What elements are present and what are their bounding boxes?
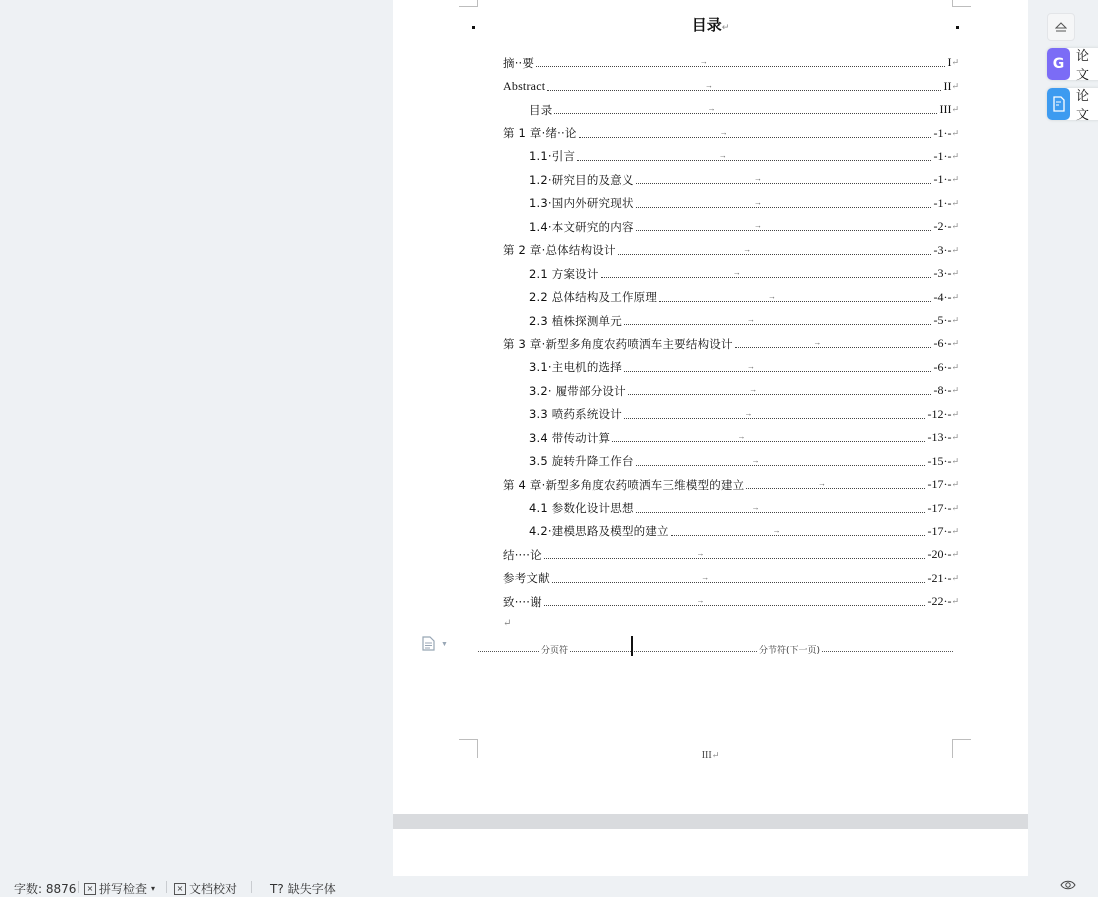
toc-entry[interactable] xyxy=(503,145,959,168)
toc-leader xyxy=(544,549,926,559)
toc-entry[interactable] xyxy=(503,239,959,262)
tab-mark: → xyxy=(699,57,708,67)
toc-leader xyxy=(636,197,932,208)
tab-mark: → xyxy=(753,174,762,184)
toc-leader xyxy=(547,80,941,91)
paragraph-mark: ↵ xyxy=(951,150,959,161)
toc-entry-title: 第 4 章·新型多角度农药喷洒车三维模型的建立 xyxy=(503,477,745,492)
tab-mark: → xyxy=(746,315,755,325)
toc-leader xyxy=(636,174,932,184)
toc-entry-page: -3·- xyxy=(933,242,952,257)
paragraph-mark: ↵ xyxy=(951,385,959,396)
toc-entry-page: -17·- xyxy=(927,477,952,492)
toc-entry[interactable] xyxy=(503,168,959,191)
toc-entry-title: 摘··要 xyxy=(503,55,535,70)
toc-entry-title: 第 1 章·绪··论 xyxy=(503,126,577,141)
tab-mark: → xyxy=(753,197,762,207)
toc-entry[interactable] xyxy=(503,449,959,472)
toc-entry-title: 1.1·引言 xyxy=(529,149,576,164)
section-break-label: 分节符(下一页) xyxy=(757,643,822,656)
paragraph-mark: ↵ xyxy=(951,432,959,443)
tab-mark: → xyxy=(696,596,705,606)
page-gap xyxy=(393,814,1028,829)
doc-proofread-button[interactable]: × 文档校对 xyxy=(174,880,237,897)
toc-leader xyxy=(628,385,932,395)
tab-mark: → xyxy=(701,572,710,582)
toc-entry-page: -1·- xyxy=(933,172,952,187)
toc-leader xyxy=(624,361,932,372)
tab-mark: → xyxy=(768,291,776,301)
paragraph-mark: ↵ xyxy=(951,408,959,419)
toc-entry[interactable] xyxy=(503,262,959,285)
toc-leader xyxy=(536,57,945,67)
status-bar xyxy=(0,876,1098,894)
toc-entry-title: 2.2 总体结构及工作原理 xyxy=(529,290,658,305)
spell-check-button[interactable]: × 拼写检查 ▾ xyxy=(84,880,155,897)
thesis-tool-1-label: 论文 xyxy=(1076,49,1090,83)
toc-entry[interactable] xyxy=(503,496,959,519)
toc-entry-page: -4·- xyxy=(933,289,952,304)
paragraph-mark: ↵ xyxy=(951,80,959,91)
toc-title[interactable] xyxy=(393,14,1028,35)
toc-entry-page: -5·- xyxy=(933,313,952,328)
toc-entry[interactable] xyxy=(503,379,959,402)
paragraph-mark: ↵ xyxy=(951,549,959,560)
toc-leader xyxy=(577,150,931,161)
toc-entry-page: -17·- xyxy=(927,523,952,538)
toc-entry[interactable] xyxy=(503,590,959,613)
toc-entry[interactable] xyxy=(503,285,959,308)
paragraph-mark: ↵ xyxy=(951,268,959,279)
chevron-down-icon[interactable]: ▼ xyxy=(441,640,448,648)
toc-leader xyxy=(746,479,925,489)
toc-entry-title: 1.3·国内外研究现状 xyxy=(529,196,634,211)
tab-mark: → xyxy=(707,104,716,114)
paragraph-mark: ↵ xyxy=(951,104,959,115)
toc-leader xyxy=(636,221,932,231)
toc-entry[interactable] xyxy=(503,403,959,426)
toc-entry[interactable] xyxy=(503,192,959,215)
crop-mark xyxy=(459,0,478,7)
tab-mark: → xyxy=(704,80,713,90)
toc-entry[interactable] xyxy=(503,520,959,543)
toc-entry-page: -20·- xyxy=(927,547,952,562)
eye-icon[interactable] xyxy=(1060,879,1076,891)
toc-entry-page: -22·- xyxy=(927,594,952,609)
toc-entry-page: -13·- xyxy=(927,430,952,445)
paragraph-mark: ↵ xyxy=(951,221,959,232)
toc-entry[interactable] xyxy=(503,98,959,121)
paragraph-mark: ↵ xyxy=(951,455,959,466)
toc-entry-title: 结····论 xyxy=(503,547,542,562)
paragraph-mark: ↵ xyxy=(951,502,959,513)
thesis-tool-2-button[interactable] xyxy=(1047,88,1098,123)
paragraph-mark: ↵ xyxy=(503,618,512,629)
toc-entry-page: -6·- xyxy=(933,359,952,374)
toc-entry[interactable] xyxy=(503,473,959,496)
thesis-check-icon: G xyxy=(1047,48,1070,80)
toc-entry-page: II xyxy=(943,78,952,93)
toc-entry-title: 目录 xyxy=(529,102,553,117)
paragraph-mark: ↵ xyxy=(951,361,959,372)
toc-title-text: 目录 xyxy=(691,16,722,34)
toc-entry-page: III xyxy=(939,102,952,117)
toc-leader xyxy=(659,291,931,302)
toc-leader xyxy=(636,502,926,513)
thesis-format-icon xyxy=(1047,88,1070,120)
paragraph-mark: ↵ xyxy=(951,174,959,185)
paragraph-mark: ↵ xyxy=(951,338,959,349)
tab-mark: → xyxy=(744,408,753,418)
tab-mark: → xyxy=(749,385,758,395)
thesis-tool-1-button[interactable] xyxy=(1047,48,1098,83)
toc-leader xyxy=(618,244,932,255)
toc-entry[interactable] xyxy=(503,332,959,355)
toc-entry-title: 3.1·主电机的选择 xyxy=(529,360,622,375)
toc-entry-title: Abstract xyxy=(503,78,546,93)
tab-mark: → xyxy=(696,549,705,559)
toc-entry[interactable] xyxy=(503,356,959,379)
toc-leader xyxy=(624,315,932,325)
toc-leader xyxy=(544,596,926,606)
toc-entry-page: -15·- xyxy=(927,453,952,468)
eject-icon xyxy=(1055,21,1067,33)
page-number: III↵ xyxy=(701,750,720,761)
tab-mark: → xyxy=(737,432,746,442)
page-break-label: 分页符 xyxy=(539,643,570,656)
tab-mark: → xyxy=(751,455,760,465)
tab-mark: → xyxy=(718,150,727,160)
toc-leader xyxy=(624,408,926,419)
tab-mark: → xyxy=(719,127,728,137)
toc-leader xyxy=(552,572,926,583)
toc-entry-title: 1.4·本文研究的内容 xyxy=(529,219,634,234)
toc-entry[interactable] xyxy=(503,215,959,238)
toc-entry-title: 3.5 旋转升降工作台 xyxy=(529,454,634,469)
document-icon[interactable] xyxy=(422,636,435,651)
toc-entry[interactable] xyxy=(503,567,959,590)
toc-entry-title: 3.2· 履带部分设计 xyxy=(529,383,626,398)
paragraph-mark: ↵ xyxy=(951,127,959,138)
word-count[interactable]: 字数: 8876 xyxy=(14,882,77,896)
paragraph-mark: ↵ xyxy=(951,572,959,583)
paragraph-mark: ↵ xyxy=(951,315,959,326)
toc-entry-title: 第 2 章·总体结构设计 xyxy=(503,243,616,258)
paragraph-mark: ↵ xyxy=(951,57,959,68)
toc-entry-page: -1·- xyxy=(933,125,952,140)
toc-entry-title: 参考文献 xyxy=(503,571,550,586)
toc-entry-title: 第 3 章·新型多角度农药喷洒车主要结构设计 xyxy=(503,336,733,351)
toc-entry[interactable] xyxy=(503,74,959,97)
document-page-next[interactable] xyxy=(393,829,1028,881)
paragraph-mark: ↵ xyxy=(951,525,959,536)
toc-entry-page: -1·- xyxy=(933,148,952,163)
paragraph-mark: ↵ xyxy=(951,291,959,302)
text-cursor xyxy=(631,636,633,656)
toc-entry-page: -12·- xyxy=(927,406,952,421)
toc-entry[interactable] xyxy=(503,426,959,449)
tab-mark: → xyxy=(751,502,760,512)
tab-mark: → xyxy=(746,361,755,371)
font-missing-icon: T? xyxy=(270,881,284,896)
toc-entry-title: 致····谢 xyxy=(503,594,542,609)
paragraph-mark: ↵ xyxy=(721,23,730,33)
chevron-down-icon: ▾ xyxy=(151,884,156,893)
collapse-panel-button[interactable] xyxy=(1047,13,1075,41)
thesis-tool-2-label: 论文 xyxy=(1076,89,1090,123)
missing-font-button[interactable]: T? 缺失字体 xyxy=(270,881,336,896)
proofread-icon: × xyxy=(174,883,186,895)
paragraph-mark: ↵ xyxy=(951,244,959,255)
toc-entry-page: -3·- xyxy=(933,266,952,281)
toc-entry-title: 4.1 参数化设计思想 xyxy=(529,501,634,516)
toc-entry-page: -6·- xyxy=(933,336,952,351)
crop-mark xyxy=(952,0,971,7)
tab-mark: → xyxy=(732,268,741,278)
tab-mark: → xyxy=(753,221,762,231)
toc-leader xyxy=(612,432,925,442)
document-page[interactable] xyxy=(393,0,1028,814)
tab-mark: → xyxy=(813,338,822,348)
toc-entry-title: 2.3 植株探测单元 xyxy=(529,313,622,328)
toc-entry-title: 1.2·研究目的及意义 xyxy=(529,172,634,187)
toc-leader xyxy=(671,525,926,536)
toc-entry-title: 3.4 带传动计算 xyxy=(529,430,611,445)
toc-leader xyxy=(554,104,937,114)
table-of-contents xyxy=(503,51,959,614)
toc-entry-page: -21·- xyxy=(927,570,952,585)
spell-check-icon: × xyxy=(84,883,96,895)
toc-entry-page: I xyxy=(947,55,952,70)
toc-entry[interactable] xyxy=(503,51,959,74)
toc-entry-title: 2.1 方案设计 xyxy=(529,266,599,281)
toc-entry[interactable] xyxy=(503,309,959,332)
paragraph-mark: ↵ xyxy=(951,197,959,208)
tab-mark: → xyxy=(772,525,781,535)
toc-entry-page: -8·- xyxy=(933,383,952,398)
toc-entry[interactable] xyxy=(503,121,959,144)
toc-leader xyxy=(579,127,932,138)
toc-entry-title: 4.2·建模思路及模型的建立 xyxy=(529,524,669,539)
paragraph-mark: ↵ xyxy=(951,479,959,490)
toc-leader xyxy=(601,268,932,278)
toc-entry-page: -1·- xyxy=(933,195,952,210)
paragraph-mark: ↵ xyxy=(951,596,959,607)
toc-entry[interactable] xyxy=(503,543,959,566)
toc-entry-page: -17·- xyxy=(927,500,952,515)
toc-entry-page: -2·- xyxy=(933,219,952,234)
toc-leader xyxy=(735,338,932,348)
tab-mark: → xyxy=(818,479,827,489)
tab-mark: → xyxy=(743,244,752,254)
toc-entry-title: 3.3 喷药系统设计 xyxy=(529,407,622,422)
toc-leader xyxy=(636,455,926,466)
